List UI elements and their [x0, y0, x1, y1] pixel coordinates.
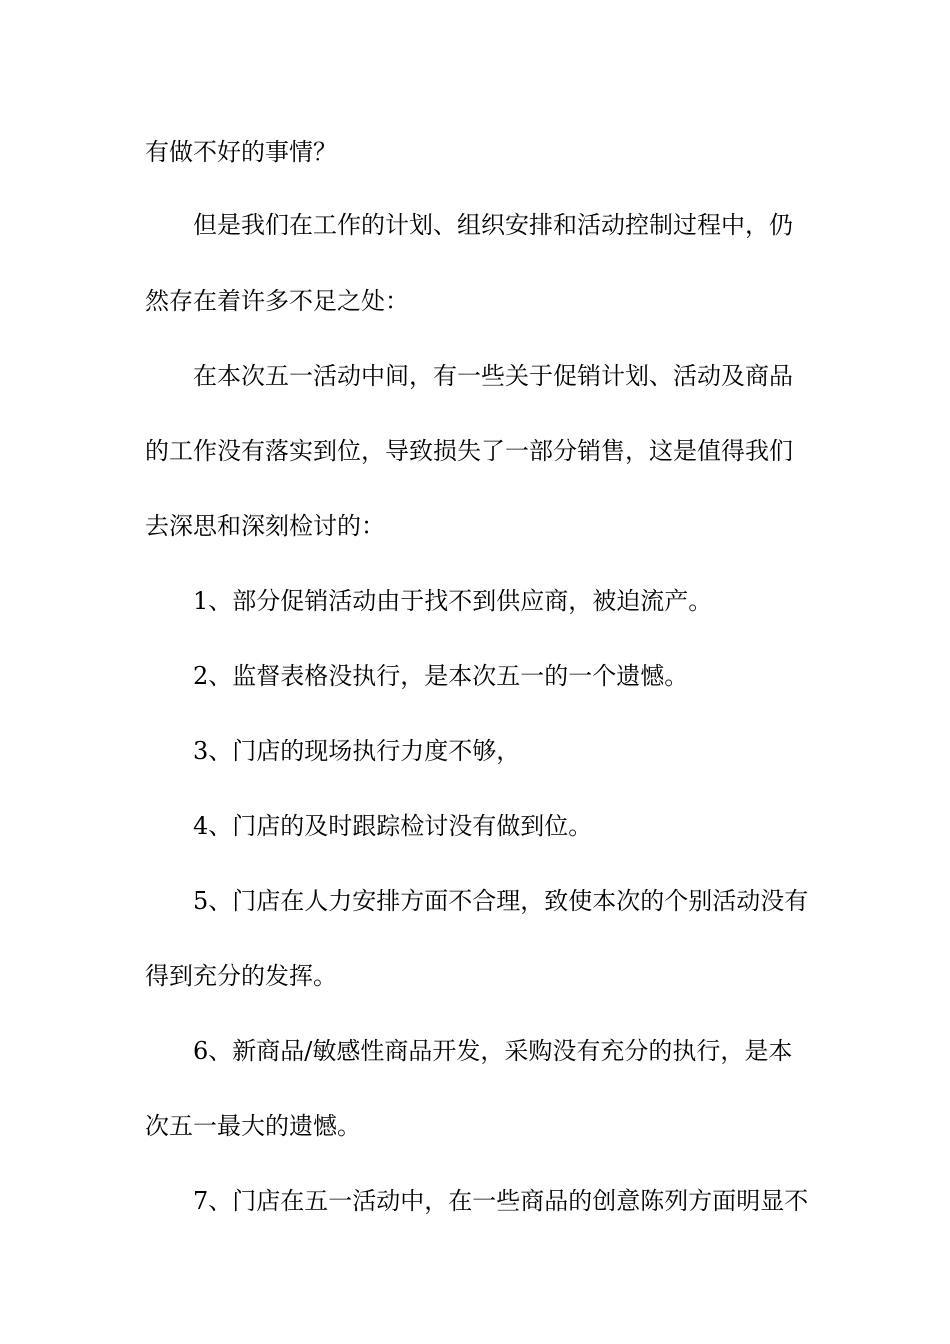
list-item: 2、监督表格没执行，是本次五一的一个遗憾。 — [193, 662, 689, 690]
text-line: 的工作没有落实到位，导致损失了一部分销售，这是值得我们 — [145, 437, 793, 465]
list-item: 7、门店在五一活动中，在一些商品的创意陈列方面明显不 — [193, 1187, 809, 1215]
list-item: 3、门店的现场执行力度不够， — [193, 737, 521, 765]
text-line: 有做不好的事情？ — [145, 138, 337, 166]
text-line: 在本次五一活动中间，有一些关于促销计划、活动及商品 — [193, 362, 793, 390]
text-line: 但是我们在工作的计划、组织安排和活动控制过程中，仍 — [193, 211, 793, 239]
list-item: 1、部分促销活动由于找不到供应商，被迫流产。 — [193, 587, 713, 615]
list-item: 5、门店在人力安排方面不合理，致使本次的个别活动没有 — [193, 887, 809, 915]
list-item: 4、门店的及时跟踪检讨没有做到位。 — [193, 812, 593, 840]
text-line: 去深思和深刻检讨的： — [145, 512, 385, 540]
list-item: 6、新商品/敏感性商品开发，采购没有充分的执行，是本 — [193, 1037, 793, 1065]
text-line: 得到充分的发挥。 — [145, 962, 337, 990]
text-line: 次五一最大的遗憾。 — [145, 1112, 361, 1140]
text-line: 然存在着许多不足之处： — [145, 287, 409, 315]
